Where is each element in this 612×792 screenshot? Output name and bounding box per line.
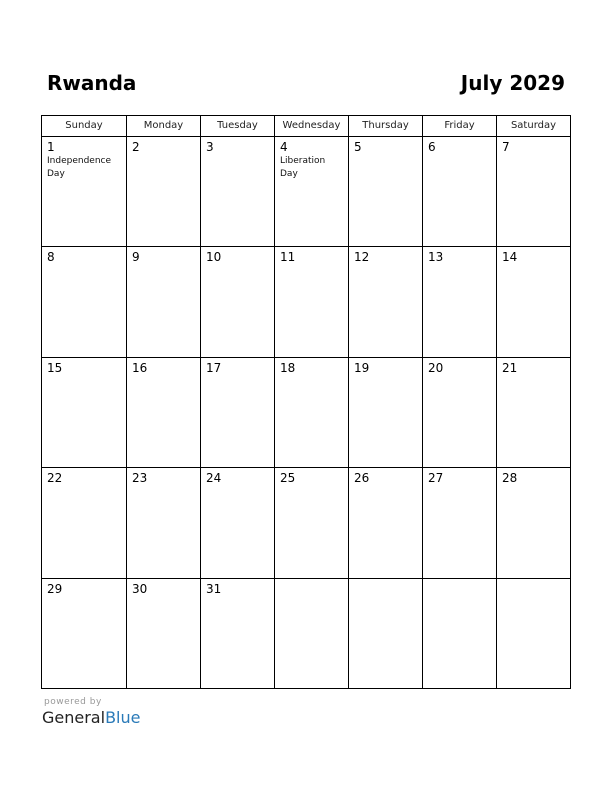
day-cell — [127, 137, 201, 246]
weekday-saturday: Saturday — [510, 120, 557, 131]
day-number: 23 — [132, 471, 148, 486]
day-cell — [349, 579, 423, 689]
calendar-month-title: July 2029 — [460, 71, 565, 95]
weekday-wednesday: Wednesday — [275, 116, 349, 136]
day-number: 17 — [206, 360, 222, 375]
day-number: 26 — [354, 471, 370, 486]
day-cell — [497, 137, 570, 246]
day-number: 11 — [280, 250, 296, 265]
day-number: 15 — [47, 360, 63, 375]
weekday-header-row — [42, 116, 570, 137]
day-number: 16 — [132, 360, 148, 375]
day-number: 22 — [47, 471, 63, 486]
day-cell — [201, 579, 275, 689]
day-number: 28 — [502, 471, 518, 486]
day-cell — [275, 247, 349, 356]
day-number: 20 — [428, 360, 444, 375]
day-cell — [423, 247, 497, 356]
day-cell — [275, 137, 349, 246]
week-row-3 — [42, 358, 570, 468]
day-number: 3 — [206, 140, 214, 154]
day-cell — [349, 137, 423, 246]
day-cell — [127, 358, 201, 467]
day-cell — [423, 468, 497, 577]
week-row-5 — [42, 579, 570, 689]
day-cell — [127, 247, 201, 356]
day-number: 31 — [206, 581, 222, 596]
weekday-thursday: Thursday — [349, 116, 423, 136]
day-cell — [275, 358, 349, 467]
calendar-country-title: Rwanda — [47, 71, 137, 95]
day-number: 24 — [206, 471, 222, 486]
day-number: 19 — [354, 360, 370, 375]
week-row-1 — [42, 137, 570, 247]
day-number: 7 — [502, 140, 510, 154]
day-number: 12 — [354, 250, 370, 265]
powered-by-text: powered by — [44, 697, 102, 707]
day-cell — [127, 468, 201, 577]
day-number: 14 — [502, 250, 518, 265]
day-cell — [275, 579, 349, 689]
day-cell — [423, 358, 497, 467]
day-number: 10 — [206, 250, 222, 265]
day-cell — [42, 358, 127, 467]
calendar-grid — [41, 115, 571, 689]
day-number: 30 — [132, 581, 148, 596]
generalblue-logo[interactable] — [42, 708, 140, 728]
day-number: 18 — [280, 360, 296, 375]
week-row-2 — [42, 247, 570, 357]
day-cell — [201, 358, 275, 467]
day-number: 9 — [132, 250, 140, 265]
day-cell — [497, 247, 570, 356]
week-row-4 — [42, 468, 570, 578]
day-number: 1 — [47, 140, 55, 154]
day-cell — [423, 137, 497, 246]
weekday-friday: Friday — [423, 116, 497, 136]
day-cell — [201, 468, 275, 577]
weekday-sunday: Sunday — [42, 116, 127, 136]
day-number: 5 — [354, 140, 362, 154]
holiday-label: Liberation Day — [280, 156, 326, 179]
day-number: 8 — [47, 250, 55, 265]
holiday-label: Independence Day — [47, 156, 112, 179]
day-cell — [349, 468, 423, 577]
day-cell — [497, 358, 570, 467]
weekday-monday: Monday — [127, 116, 201, 136]
day-cell — [42, 137, 127, 246]
day-cell — [42, 579, 127, 689]
brand-blue-text: Blue — [105, 708, 141, 727]
day-cell — [275, 468, 349, 577]
day-number: 6 — [428, 140, 436, 154]
day-number: 2 — [132, 140, 140, 154]
day-cell — [349, 247, 423, 356]
day-cell — [201, 247, 275, 356]
day-cell — [497, 468, 570, 577]
day-cell — [42, 468, 127, 577]
day-cell — [423, 579, 497, 689]
day-number: 29 — [47, 581, 63, 596]
day-cell — [127, 579, 201, 689]
day-cell — [42, 247, 127, 356]
day-number: 21 — [502, 360, 518, 375]
day-cell — [497, 579, 570, 689]
day-number: 25 — [280, 471, 296, 486]
day-cell — [201, 137, 275, 246]
day-number: 13 — [428, 250, 444, 265]
day-cell — [349, 358, 423, 467]
weekday-tuesday: Tuesday — [201, 116, 275, 136]
day-number: 4 — [280, 140, 288, 154]
brand-general-text: General — [42, 708, 106, 727]
day-number: 27 — [428, 471, 444, 486]
